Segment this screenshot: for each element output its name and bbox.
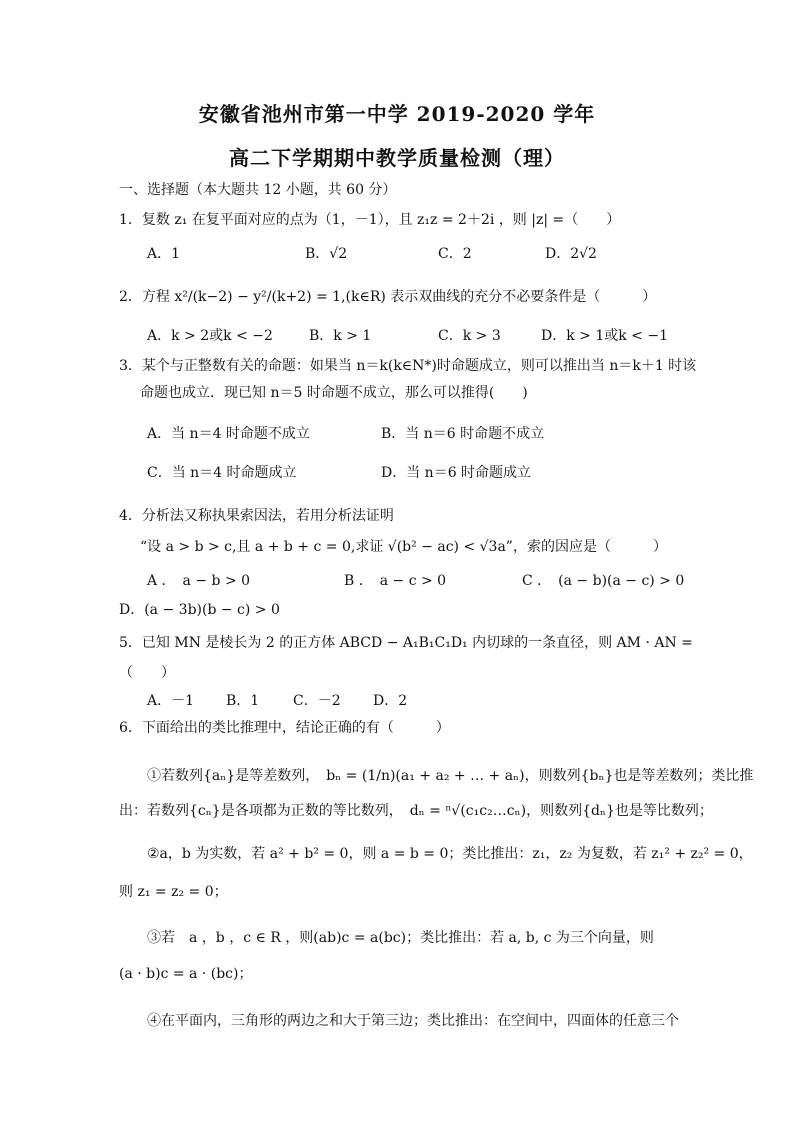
- question-3-stem-line1: 3．某个与正整数有关的命题：如果当 n＝k(k∈N*)时命题成立，则可以推出当 n＝k＋1 时该: [119, 358, 697, 374]
- q5-option-a: A．－1: [147, 693, 195, 709]
- question-5-stem-line1: 5．已知 MN 是棱长为 2 的正方体 ABCD − A₁B₁C₁D₁ 内切球的一条直径，则 AM · AN =: [119, 635, 693, 651]
- q2-option-c: C．k > 3: [438, 328, 501, 344]
- q6-item-1-line1: ①若数列{aₙ}是等差数列， bₙ = (1/n)(a₁ + a₂ + … + aₙ)，则数列{bₙ}也是等差数列；类比推: [147, 768, 754, 784]
- q1-option-c: C．2: [438, 246, 472, 262]
- q3-option-a: A．当 n＝4 时命题不成立: [147, 426, 310, 442]
- q5-option-d: D．2: [373, 693, 408, 709]
- q3-option-b: B．当 n＝6 时命题不成立: [381, 426, 545, 442]
- q6-item-1-line2: 出：若数列{cₙ}是各项都为正数的等比数列， dₙ = ⁿ√(c₁c₂…cₙ)，则数列{dₙ}也是等比数列；: [119, 803, 713, 819]
- question-2-stem: 2．方程 x²/(k−2) − y²/(k+2) = 1,(k∈R) 表示双曲线的充分不必要条件是（ ）: [119, 289, 657, 305]
- q1-option-b: B．√2: [305, 246, 348, 262]
- q5-option-c: C．－2: [293, 693, 341, 709]
- q6-item-2-line1: ②a，b 为实数，若 a² + b² = 0，则 a = b = 0；类比推出：z₁，z₂ 为复数，若 z₁² + z₂² = 0，: [147, 846, 753, 862]
- q5-option-b: B．1: [226, 693, 260, 709]
- q3-option-c: C．当 n＝4 时命题成立: [147, 465, 297, 481]
- q2-option-d: D．k > 1或k < −1: [541, 328, 668, 344]
- question-4-stem-line2: “设 a > b > c,且 a + b + c = 0,求证 √(b² − ac) < √3a”，索的因应是（ ）: [140, 539, 667, 555]
- exam-title-line1: 安徽省池州市第一中学 2019-2020 学年: [198, 102, 596, 126]
- q6-item-2-line2: 则 z₁ = z₂ = 0；: [119, 884, 228, 900]
- q4-option-d: D．(a − 3b)(b − c) > 0: [119, 602, 280, 618]
- question-5-stem-line2: （ ）: [119, 665, 175, 681]
- q2-option-a: A．k > 2或k < −2: [147, 328, 273, 344]
- section-heading: 一、选择题（本大题共 12 小题，共 60 分）: [119, 182, 397, 198]
- question-4-stem-line1: 4．分析法又称执果索因法，若用分析法证明: [119, 508, 394, 524]
- q3-option-d: D．当 n＝6 时命题成立: [381, 465, 532, 481]
- q4-option-c: C ． (a − b)(a − c) > 0: [522, 573, 685, 589]
- q6-item-4-line1: ④在平面内，三角形的两边之和大于第三边；类比推出：在空间中，四面体的任意三个: [147, 1013, 679, 1029]
- q2-option-b: B．k > 1: [309, 328, 372, 344]
- q4-option-b: B ． a − c > 0: [344, 573, 447, 589]
- q1-option-a: A．1: [147, 246, 181, 262]
- q6-item-3-line1: ③若 a ，b ，c ∈ R ，则(ab)c = a(bc)；类比推出：若 a, b, c 为三个向量，则: [147, 930, 654, 946]
- q6-item-3-line2: (a · b)c = a · (bc)；: [119, 966, 253, 982]
- question-3-stem-line2: 命题也成立．现已知 n＝5 时命题不成立，那么可以推得( ): [140, 385, 528, 401]
- question-1-stem: 1．复数 z₁ 在复平面对应的点为（1，－1），且 z₁z = 2＋2i ，则 |z| =（ ）: [119, 212, 621, 228]
- q1-option-d: D．2√2: [545, 246, 597, 262]
- question-6-stem: 6．下面给出的类比推理中，结论正确的有（ ）: [119, 720, 450, 736]
- exam-title-line2: 高二下学期期中教学质量检测（理）: [229, 146, 565, 170]
- q4-option-a: A ． a − b > 0: [147, 573, 251, 589]
